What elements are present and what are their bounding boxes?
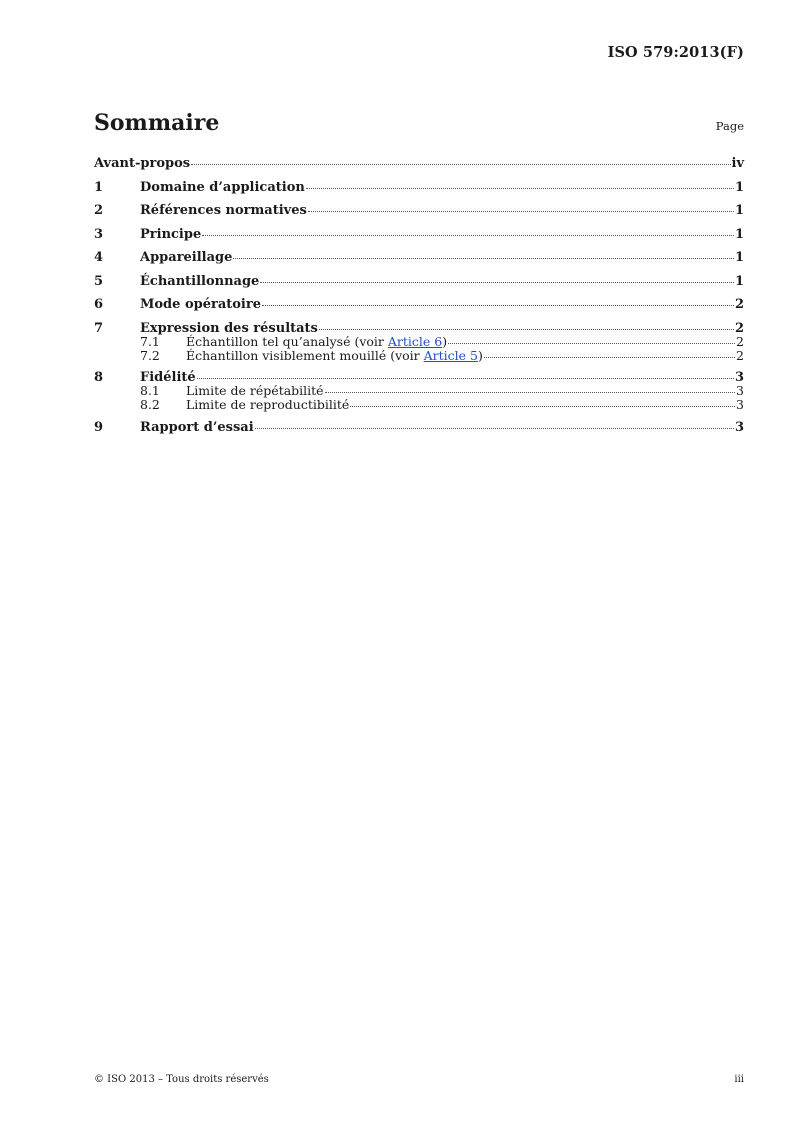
toc-entry-label: Appareillage	[140, 250, 233, 265]
page-number: iii	[734, 1074, 744, 1085]
toc-entry-number: 2	[94, 203, 104, 218]
dot-leader	[350, 406, 735, 407]
dot-leader	[319, 329, 734, 330]
toc-entry-foreword[interactable]	[94, 155, 744, 179]
copyright-notice: © ISO 2013 – Tous droits réservés	[94, 1074, 269, 1085]
dot-leader	[197, 378, 734, 379]
toc-entry-subclause-8-1[interactable]	[94, 384, 744, 398]
toc-entry-label-text: Échantillon tel qu’analysé (voir	[186, 333, 388, 349]
toc-entry-page: 3	[734, 419, 744, 435]
toc-entry-page: 3	[736, 383, 744, 398]
dot-leader	[308, 211, 734, 212]
toc-entry-label-close: )	[442, 333, 448, 349]
toc-entry-page: 1	[734, 250, 744, 265]
article-6-link[interactable]: Article 6	[387, 333, 443, 349]
toc-entry-label: Références normatives	[140, 203, 307, 218]
toc-entry-page: 2	[736, 333, 744, 349]
toc-entry-number: 9	[94, 419, 104, 435]
dot-leader	[448, 343, 735, 344]
toc-entry-clause-7[interactable]	[94, 320, 744, 335]
dot-leader	[233, 258, 734, 259]
toc-entry-label	[186, 349, 483, 363]
dot-leader	[255, 428, 734, 429]
toc-entry-subclause-8-2[interactable]	[94, 398, 744, 419]
toc-entry-clause-4[interactable]	[94, 249, 744, 273]
toc-entry-clause-5[interactable]	[94, 273, 744, 297]
toc-entry-number: 1	[94, 179, 104, 195]
toc-entry-label	[186, 335, 447, 349]
toc-entry-number: 7.1	[140, 333, 160, 349]
toc-entry-number: 8	[94, 370, 104, 385]
toc-entry-label: Domaine d’application	[140, 179, 305, 195]
page-column-label: Page	[715, 119, 744, 133]
toc-entry-page: 2	[734, 320, 744, 336]
toc-entry-clause-8[interactable]	[94, 369, 744, 384]
toc-entry-label: Mode opératoire	[140, 297, 261, 312]
toc-entry-number: 8.1	[140, 383, 160, 398]
toc-entry-label: Limite de reproductibilité	[186, 397, 350, 412]
toc-entry-number: 7.2	[140, 347, 160, 363]
toc-entry-page: 3	[736, 397, 744, 412]
toc-entry-number: 8.2	[140, 397, 160, 412]
toc-entry-label: Rapport d’essai	[140, 419, 254, 435]
toc-entry-label: Fidélité	[140, 370, 196, 385]
toc-entry-page: 1	[734, 226, 744, 242]
toc-entry-subclause-7-2[interactable]	[94, 349, 744, 370]
toc-entry-label: Expression des résultats	[140, 320, 318, 336]
toc-entry-number: 5	[94, 273, 104, 289]
toc-entry-page: 2	[736, 347, 744, 363]
toc-entry-number: 6	[94, 297, 104, 312]
toc-entry-label: Avant-propos	[94, 156, 191, 171]
toc-entry-subclause-7-1[interactable]	[94, 335, 744, 349]
toc-entry-label-text: Échantillon visiblement mouillé (voir	[186, 347, 424, 363]
toc-entry-clause-9[interactable]	[94, 419, 744, 443]
toc-entry-page: 1	[734, 179, 744, 195]
toc-entry-page: 1	[734, 203, 744, 218]
toc-entry-page: 3	[734, 370, 744, 385]
toc-entry-number: 3	[94, 226, 104, 242]
toc-entry-number: 7	[94, 320, 104, 336]
toc-entry-clause-1[interactable]	[94, 179, 744, 203]
page-title: Sommaire	[94, 110, 220, 136]
toc-entry-page: iv	[731, 156, 744, 171]
document-code: ISO 579:2013(F)	[607, 44, 744, 61]
table-of-contents	[94, 155, 744, 442]
toc-entry-label-close: )	[477, 347, 483, 363]
dot-leader	[262, 305, 734, 306]
title-row	[94, 110, 744, 142]
toc-entry-clause-3[interactable]	[94, 226, 744, 250]
toc-entry-label: Limite de répétabilité	[186, 383, 324, 398]
dot-leader	[306, 188, 734, 189]
dot-leader	[202, 235, 734, 236]
toc-entry-clause-2[interactable]	[94, 202, 744, 226]
article-5-link[interactable]: Article 5	[423, 347, 478, 363]
toc-entry-label: Échantillonnage	[140, 273, 260, 289]
toc-entry-page: 1	[734, 273, 744, 289]
toc-entry-number: 4	[94, 250, 104, 265]
toc-entry-clause-6[interactable]	[94, 296, 744, 320]
toc-entry-page: 2	[734, 297, 744, 312]
toc-entry-label: Principe	[140, 226, 202, 242]
dot-leader	[191, 164, 730, 165]
dot-leader	[260, 282, 734, 283]
dot-leader	[484, 357, 735, 358]
dot-leader	[325, 392, 735, 393]
